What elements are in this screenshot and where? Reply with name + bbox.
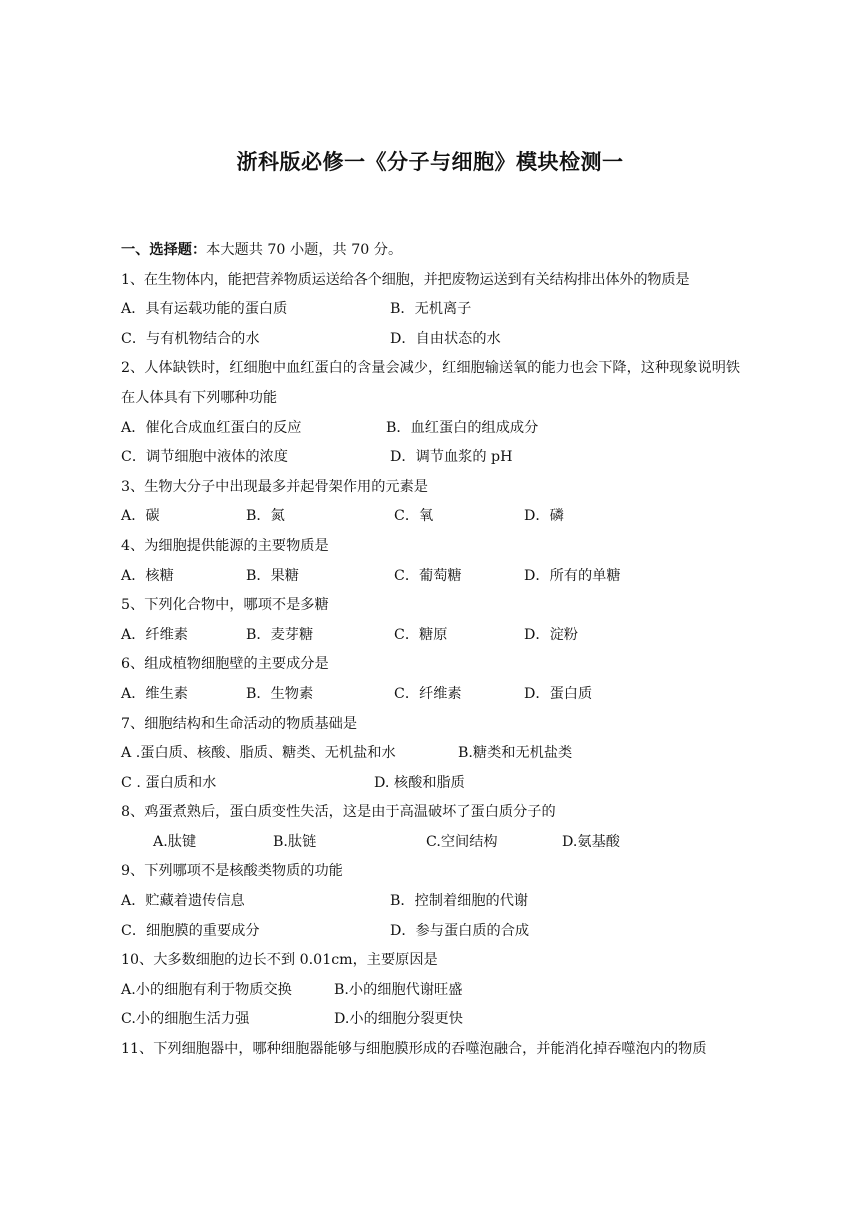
option-row: [121, 502, 751, 532]
question-stem-5: 5、下列化合物中，哪项不是多糖: [121, 597, 329, 614]
option-b: B．氮: [246, 508, 285, 525]
option-d: D.氨基酸: [562, 833, 620, 850]
option-d: D. 核酸和脂质: [374, 774, 465, 791]
section-heading: [121, 236, 751, 266]
option-c: C．调节细胞中液体的浓度: [121, 449, 288, 466]
option-c: C．纤维素: [394, 685, 462, 702]
option-d: D．自由状态的水: [390, 330, 501, 347]
option-a: A．碳: [121, 508, 160, 525]
section-heading-label: 一、选择题：: [121, 242, 207, 258]
option-b: B．血红蛋白的组成成分: [386, 419, 539, 436]
option-row: [121, 325, 751, 355]
option-b: B．麦芽糖: [246, 626, 314, 643]
option-row: [121, 917, 751, 947]
option-row: [121, 443, 751, 473]
option-a: A．催化合成血红蛋白的反应: [121, 419, 302, 436]
option-b: B.肽链: [273, 833, 317, 850]
option-d: D．蛋白质: [524, 685, 593, 702]
option-d: D．调节血浆的 pH: [390, 449, 513, 466]
question-stem-2: 2、人体缺铁时，红细胞中血红蛋白的含量会减少，红细胞输送氧的能力也会下降，这种现象说明铁在人体具有下列哪种功能: [121, 360, 741, 406]
section-heading-desc: 本大题共 70 小题，共 70 分。: [206, 242, 403, 258]
option-row: [121, 1005, 751, 1035]
option-row: [121, 680, 751, 710]
option-c: C．葡萄糖: [394, 567, 462, 584]
option-a: A．维生素: [121, 685, 188, 702]
option-row: [121, 621, 751, 651]
option-d: D．参与蛋白质的合成: [390, 922, 530, 939]
option-a: A .蛋白质、核酸、脂质、糖类、无机盐和水: [121, 745, 396, 762]
option-c: C．氧: [394, 508, 434, 525]
question-stem-1: 1、在生物体内，能把营养物质运送给各个细胞，并把废物运送到有关结构排出体外的物质是: [121, 271, 690, 288]
option-row: [121, 887, 751, 917]
option-b: B.糖类和无机盐类: [458, 745, 573, 762]
option-b: B.小的细胞代谢旺盛: [334, 981, 463, 998]
option-d: D．淀粉: [524, 626, 578, 643]
option-row: [121, 976, 751, 1006]
question-stem-4: 4、为细胞提供能源的主要物质是: [121, 537, 329, 554]
option-b: B．生物素: [246, 685, 314, 702]
option-row: [121, 739, 751, 769]
option-b: B．控制着细胞的代谢: [390, 893, 529, 910]
option-c: C.空间结构: [426, 833, 498, 850]
document-title: 浙科版必修一《分子与细胞》模块检测一: [236, 150, 624, 174]
option-a: A．纤维素: [121, 626, 188, 643]
question-stem-10: 10、大多数细胞的边长不到 0.01cm，主要原因是: [121, 952, 438, 969]
option-a: A.小的细胞有利于物质交换: [121, 981, 292, 998]
option-d: D．所有的单糖: [524, 567, 621, 584]
option-d: D．磷: [524, 508, 564, 525]
question-stem-8: 8、鸡蛋煮熟后，蛋白质变性失活，这是由于高温破坏了蛋白质分子的: [121, 804, 556, 821]
option-b: B．果糖: [246, 567, 299, 584]
option-row: [121, 562, 751, 592]
question-list: [121, 236, 751, 1065]
question-stem-11: 11、下列细胞器中，哪种细胞器能够与细胞膜形成的吞噬泡融合，并能消化掉吞噬泡内的物质: [121, 1041, 707, 1058]
option-a: A．具有运载功能的蛋白质: [121, 301, 288, 318]
option-row: [121, 828, 751, 858]
question-stem-7: 7、细胞结构和生命活动的物质基础是: [121, 715, 358, 732]
option-c: C．细胞膜的重要成分: [121, 922, 260, 939]
question-stem-6: 6、组成植物细胞壁的主要成分是: [121, 656, 329, 673]
option-a: A.肽键: [153, 833, 197, 850]
option-row: [121, 414, 751, 444]
option-c: C . 蛋白质和水: [121, 774, 217, 791]
option-b: B．无机离子: [390, 301, 472, 318]
question-stem-3: 3、生物大分子中出现最多并起骨架作用的元素是: [121, 478, 428, 495]
option-a: A．核糖: [121, 567, 174, 584]
question-stem-9: 9、下列哪项不是核酸类物质的功能: [121, 863, 343, 880]
option-row: [121, 769, 751, 799]
option-d: D.小的细胞分裂更快: [334, 1011, 463, 1028]
option-a: A．贮藏着遗传信息: [121, 893, 245, 910]
option-row: [121, 295, 751, 325]
option-c: C．与有机物结合的水: [121, 330, 260, 347]
option-c: C．糖原: [394, 626, 448, 643]
option-c: C.小的细胞生活力强: [121, 1011, 250, 1028]
